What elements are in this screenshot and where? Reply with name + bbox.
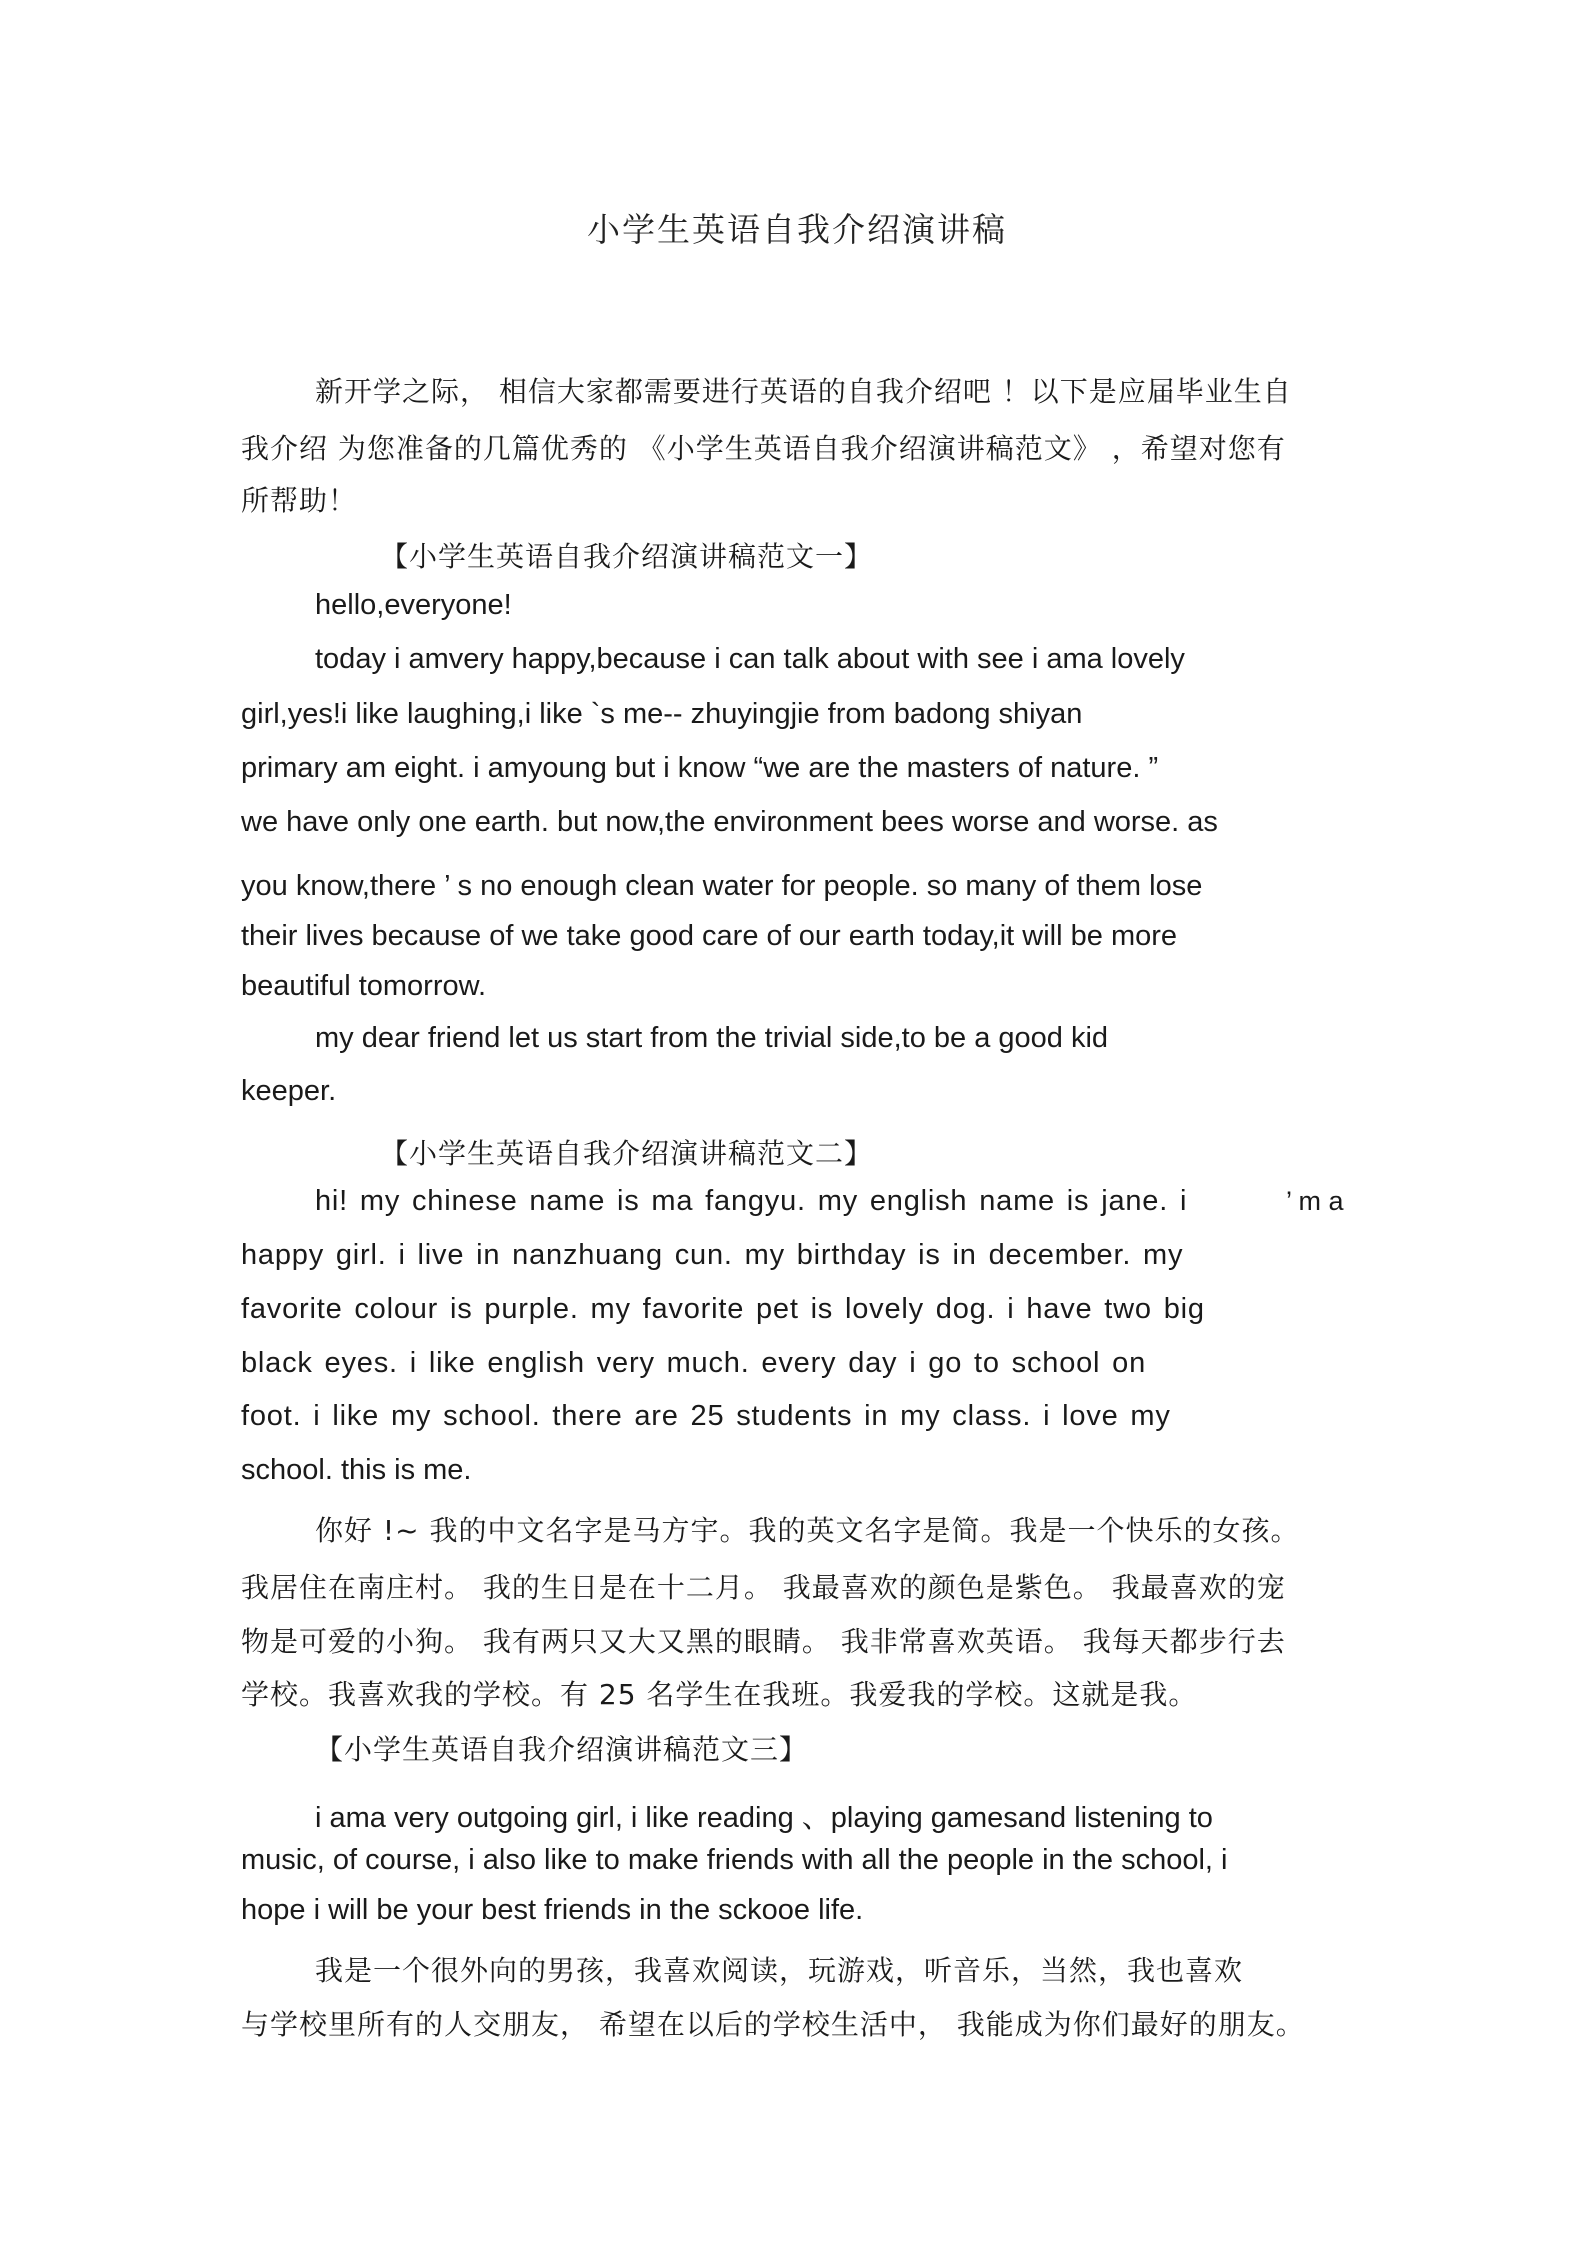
document-title: 小学生英语自我介绍演讲稿 bbox=[587, 210, 1007, 249]
section1-line: primary am eight. i amyoung but i know “we are the masters of nature. ” bbox=[241, 752, 1159, 784]
section1-line: we have only one earth. but now,the environment bees worse and worse. as bbox=[241, 806, 1218, 838]
section-heading-3: 【小学生英语自我介绍演讲稿范文三】 bbox=[315, 1733, 809, 1766]
section3-line: hope i will be your best friends in the sckooe life. bbox=[241, 1894, 864, 1926]
section1-line: my dear friend let us start from the trivial side,to be a good kid bbox=[315, 1022, 1109, 1054]
section2-line: happy girl. i live in nanzhuang cun. my birthday is in december. my bbox=[241, 1239, 1184, 1271]
section2-line: school. this is me. bbox=[241, 1454, 472, 1486]
section2-chinese-line: 物是可爱的小狗。 我有两只又大又黑的眼睛。 我非常喜欢英语。 我每天都步行去 bbox=[241, 1625, 1286, 1658]
section2-chinese-line: 我居住在南庄村。 我的生日是在十二月。 我最喜欢的颜色是紫色。 我最喜欢的宠 bbox=[241, 1571, 1286, 1604]
section2-line: favorite colour is purple. my favorite pet is lovely dog. i have two big bbox=[241, 1293, 1205, 1325]
section3-chinese-line: 我是一个很外向的男孩，我喜欢阅读，玩游戏，听音乐，当然，我也喜欢 bbox=[315, 1954, 1244, 1987]
intro-line-1: 新开学之际， 相信大家都需要进行英语的自我介绍吧 ！以下是应届毕业生自 bbox=[315, 375, 1292, 408]
section3-line: music, of course, i also like to make friends with all the people in the school, i bbox=[241, 1844, 1228, 1876]
section-heading-1: 【小学生英语自我介绍演讲稿范文一】 bbox=[380, 540, 874, 573]
intro-line-2: 我介绍 为您准备的几篇优秀的 《小学生英语自我介绍演讲稿范文》 ，希望对您有 bbox=[241, 432, 1286, 465]
section1-line: their lives because of we take good care of our earth today,it will be more bbox=[241, 920, 1178, 952]
section2-chinese-line: 学校。我喜欢我的学校。有 25 名学生在我班。我爱我的学校。这就是我。 bbox=[241, 1678, 1198, 1711]
section-heading-2: 【小学生英语自我介绍演讲稿范文二】 bbox=[380, 1137, 874, 1170]
intro-line-3: 所帮助！ bbox=[241, 484, 358, 517]
section2-side-note: ’ m a bbox=[1286, 1186, 1344, 1216]
section2-line: black eyes. i like english very much. every day i go to school on bbox=[241, 1347, 1147, 1379]
section3-chinese-line: 与学校里所有的人交朋友， 希望在以后的学校生活中， 我能成为你们最好的朋友。 bbox=[241, 2008, 1305, 2041]
section1-line: hello,everyone! bbox=[315, 589, 512, 621]
section2-line: foot. i like my school. there are 25 students in my class. i love my bbox=[241, 1400, 1171, 1432]
section1-line: you know,there ’ s no enough clean water for people. so many of them lose bbox=[241, 870, 1203, 902]
section1-line: today i amvery happy,because i can talk about with see i ama lovely bbox=[315, 643, 1185, 675]
section3-line: i ama very outgoing girl, i like reading 、playing gamesand listening to bbox=[315, 1802, 1213, 1834]
section1-line: keeper. bbox=[241, 1075, 337, 1107]
section2-line: hi! my chinese name is ma fangyu. my english name is jane. i bbox=[315, 1185, 1188, 1217]
section1-line: girl,yes!i like laughing,i like `s me-- zhuyingjie from badong shiyan bbox=[241, 698, 1083, 730]
section2-chinese-line: 你好 !~ 我的中文名字是马方宇。我的英文名字是简。我是一个快乐的女孩。 bbox=[315, 1514, 1300, 1547]
section1-line: beautiful tomorrow. bbox=[241, 970, 487, 1002]
